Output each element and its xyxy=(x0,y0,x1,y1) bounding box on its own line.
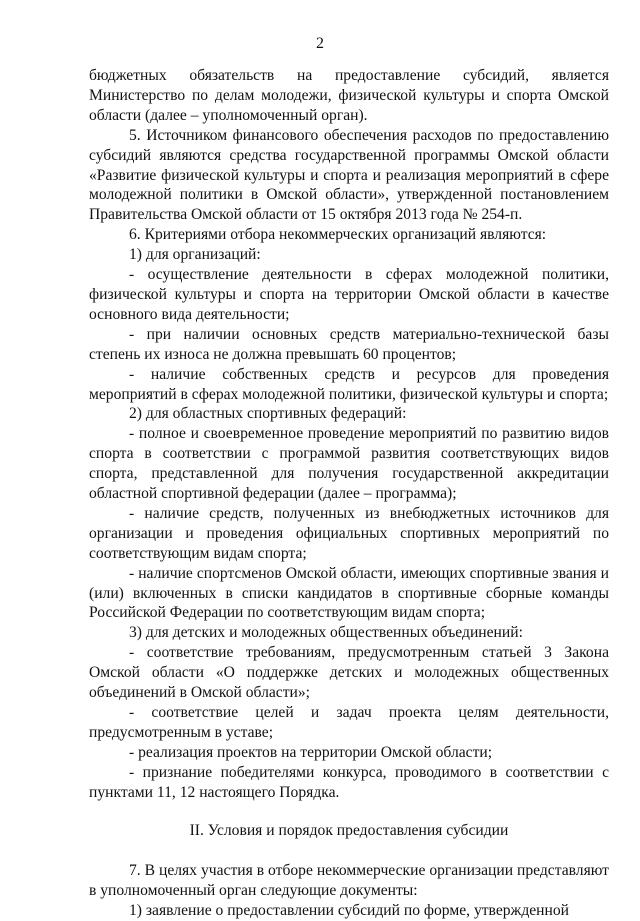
paragraph: 6. Критериями отбора некоммерческих организаций являются: xyxy=(129,226,547,244)
paragraph: 7. В целях участия в отборе некоммерческие организации представляют в уполномоченный орган следующие документы: xyxy=(89,862,609,900)
list-item: - соответствие требованиям, предусмотренным статьей 3 Закона Омской области «О поддержке детских и молодежных общественных объединений в Омской области»; xyxy=(89,644,609,702)
document-body xyxy=(89,66,609,921)
list-heading: 3) для детских и молодежных общественных объединений: xyxy=(129,624,523,642)
list-heading: 2) для областных спортивных федераций: xyxy=(129,405,407,423)
section-heading: II. Условия и порядок предоставления субсидии xyxy=(189,821,509,839)
list-item: - соответствие целей и задач проекта целям деятельности, предусмотренным в уставе; xyxy=(89,704,609,741)
list-item: - реализация проектов на территории Омской области; xyxy=(129,743,493,761)
list-item: - наличие собственных средств и ресурсов для проведения мероприятий в сферах молодежной политики, физической культуры и спорта; xyxy=(89,365,609,403)
paragraph: 5. Источником финансового обеспечения расходов по предоставлению субсидий являются средства государственной программы Омской области «Развитие физической культуры и спорта и реализация мероприятий в сфере молодежной политики в Омской области», утвержденной постановлением Правительства Омской области от 15 октября 2013 года № 254-п. xyxy=(89,126,609,224)
paragraph: бюджетных обязательств на предоставление субсидий, является Министерство по делам молодежи, физической культуры и спорта Омской области (далее – уполномоченный орган). xyxy=(89,67,609,124)
page-number: 2 xyxy=(316,35,324,52)
list-item: 1) заявление о предоставлении субсидий по форме, утвержденной xyxy=(129,902,570,920)
list-item: - полное и своевременное проведение мероприятий по развитию видов спорта в соответствии с программой развития соответствующих видов спорта, представленной для получения государственной аккредитации областной спортивной федерации (далее – программа); xyxy=(89,425,609,503)
list-item: - признание победителями конкурса, проводимого в соответствии с пунктами 11, 12 настоящего Порядка. xyxy=(89,763,609,801)
list-item: - наличие средств, полученных из внебюджетных источников для организации и проведения официальных спортивных мероприятий по соответствующим видам спорта; xyxy=(89,504,609,562)
list-item: - при наличии основных средств материально-технической базы степень их износа не должна превышать 60 процентов; xyxy=(89,325,609,363)
list-item: - наличие спортсменов Омской области, имеющих спортивные звания и (или) включенных в списки кандидатов в спортивные сборные команды Российской Федерации по соответствующим видам спорта; xyxy=(89,564,609,622)
list-heading: 1) для организаций: xyxy=(129,246,261,264)
list-item: - осуществление деятельности в сферах молодежной политики, физической культуры и спорта на территории Омской области в качестве основного вида деятельности; xyxy=(89,266,609,323)
